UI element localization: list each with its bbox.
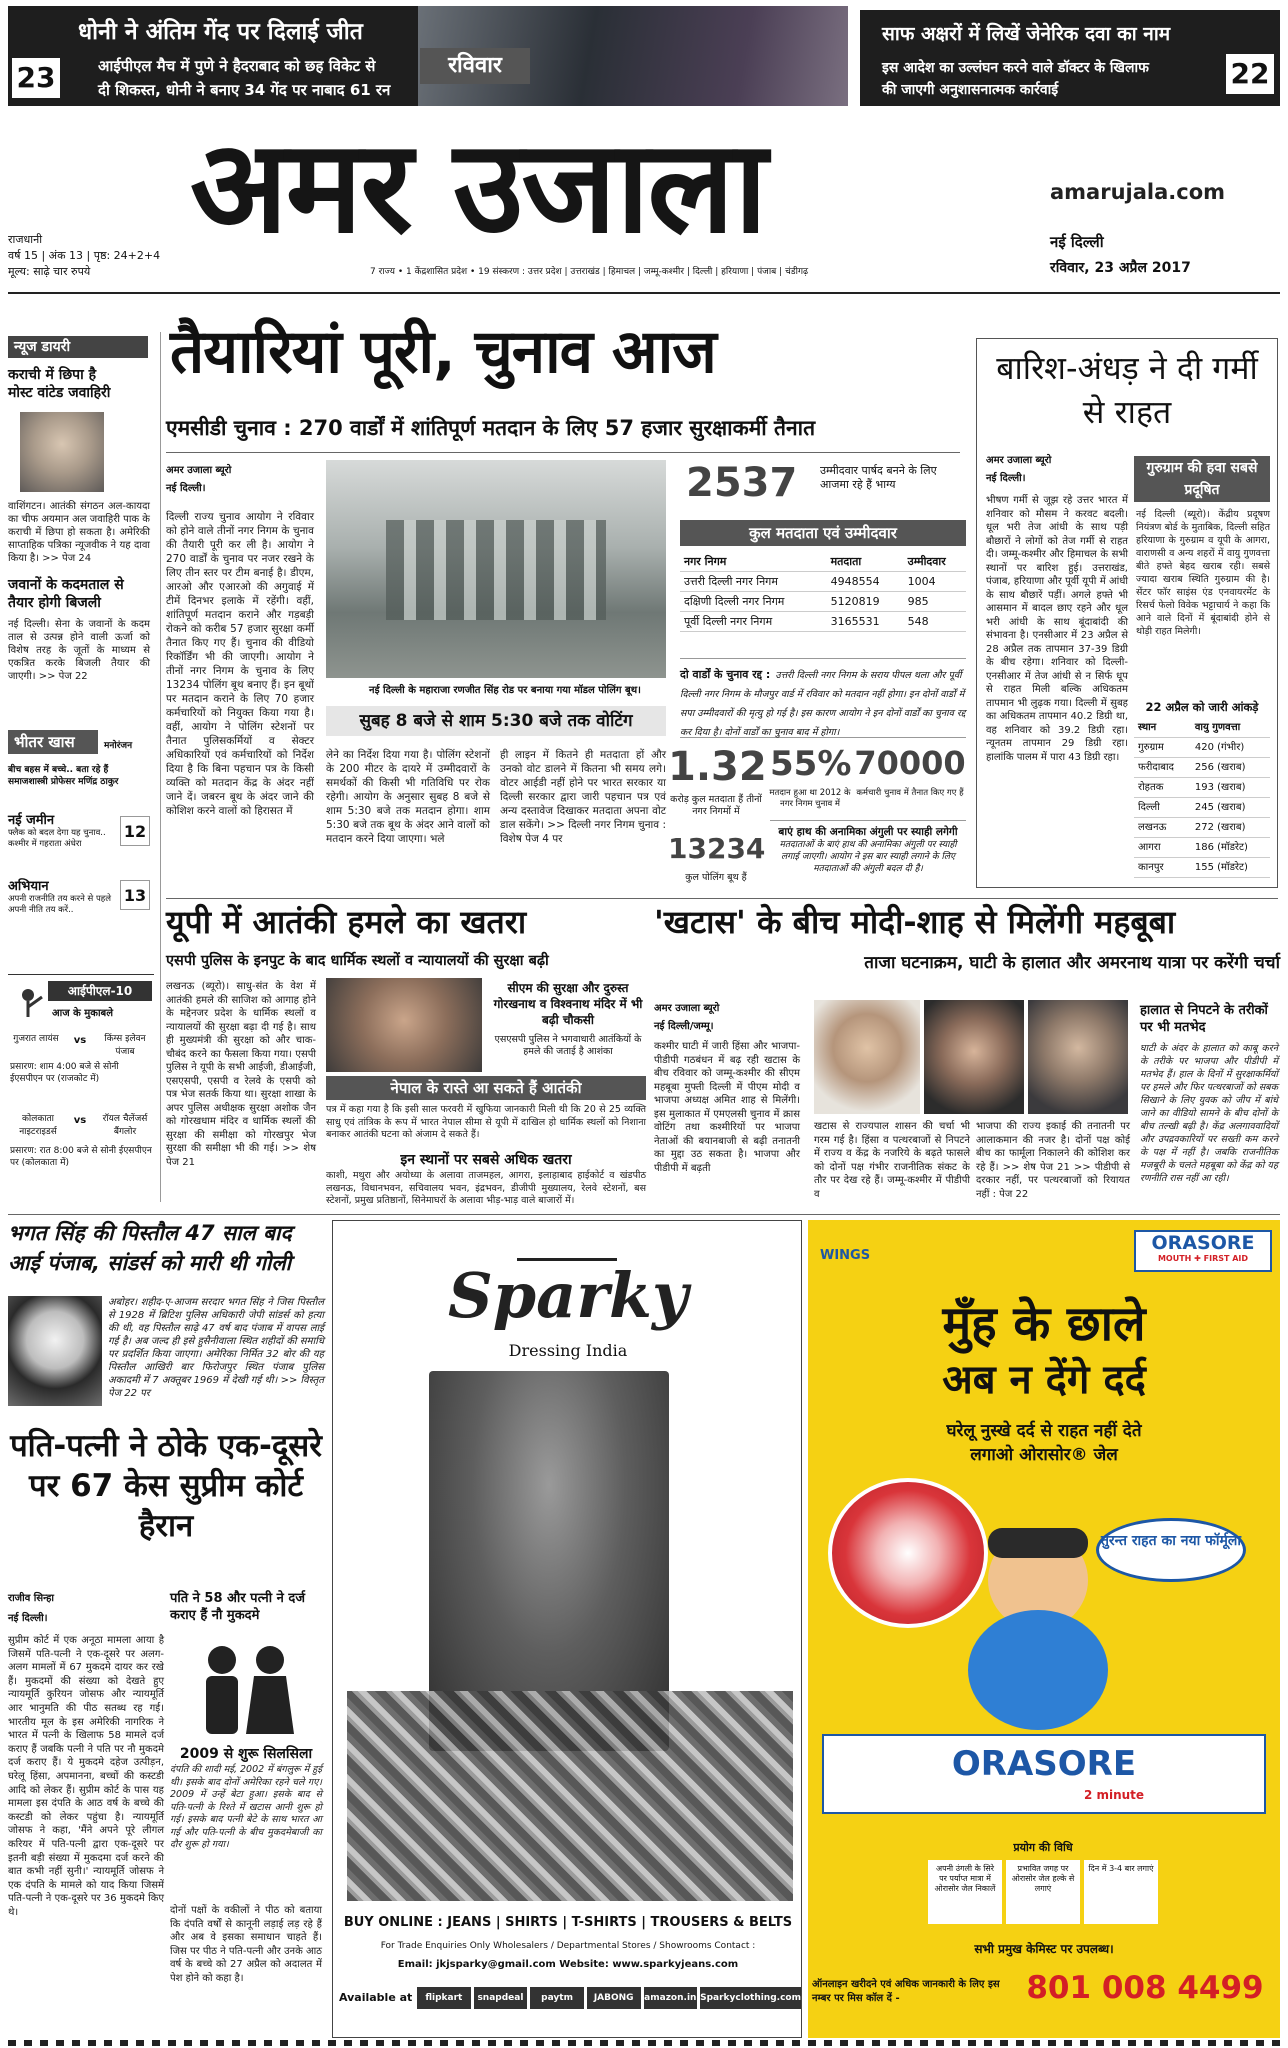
table-cell: रोहतक [1138, 782, 1164, 793]
sparky-ad[interactable] [332, 1220, 802, 2038]
orasore-headline-2: अब न देंगे दर्द [942, 1357, 1146, 1403]
stat-pct: 55% [770, 744, 852, 784]
phone-number[interactable]: 801 008 4499 [1026, 1970, 1264, 2006]
match1-time: प्रसारण: शाम 4:00 बजे से सोनी ईएसपीएन पर (राजकोट में) [10, 1062, 119, 1084]
table-cell: आगरा [1138, 842, 1161, 853]
masthead-edition: राजधानी [8, 233, 43, 246]
ink-head: बाएं हाथ की अनामिका अंगुली पर स्याही लगेगी [778, 826, 958, 838]
couple-text-2: दोनों पक्षों के वकीलों ने पीठ को बताया कि दंपति वर्षों से कानूनी लड़ाई लड़ रहे हैं और अब वे इसका समाधान चाहते हैं। जिस पर पीठ ने पति-पत्नी और उनके आठ वर्ष के बच्चे को 27 अप्रैल को अदालत में पेश होने को कहा है। [170, 1905, 322, 1984]
cm-security-text: एसएसपी पुलिस ने भगवाधारी आतंकियों के हमले की जताई है आशंका [494, 1034, 642, 1057]
sparky-tagline: Dressing India [508, 1341, 628, 1360]
table-row [1134, 738, 1270, 758]
sparky-shirts-photo [347, 1691, 793, 1901]
promo-right-sub-2: की जाएगी अनुशासनात्मक कार्रवाई [882, 82, 1059, 98]
kashmir-subheadline: ताजा घटनाक्रम, घाटी के हालात और अमरनाथ यात्रा पर करेंगी चर्चा [864, 953, 1280, 973]
table-row [1134, 718, 1270, 738]
promo-right-headline: साफ अक्षरों में लिखें जेनेरिक दवा का नाम [882, 23, 1171, 45]
sparky-contact[interactable]: Email: jkjsparky@gmail.com Website: www.sparkyjeans.com [397, 1959, 739, 1970]
bhagat-photo [8, 1296, 102, 1406]
masthead-volume: वर्ष 15 | अंक 13 | पृष्ठ: 24+2+4 [8, 249, 161, 262]
store-logo[interactable]: JABONG [587, 1987, 641, 2009]
table-row [680, 572, 966, 592]
kashmir-dateline: नई दिल्ली/जम्मू। [654, 1021, 714, 1032]
store-logo[interactable]: Sparkyclothing.com [700, 1987, 801, 2009]
couple-text: सुप्रीम कोर्ट में एक अनूठा मामला आया है जिसमें पति-पत्नी ने एक-दूसरे पर अलग-अलग मामलों में 67 मुकदमे दायर कर रखे हैं। मुकदमों की संख्या को देखते हुए न्यायमूर्ति कुरियन जोसफ और न्यायमूर्ति आर भानुमति की पीठ सतब्ध रह गई। भारतीय मूल के इस अमेरिकी नागरिक ने भारत में पत्नी के खिलाफ 58 मामले दर्ज कराए हैं जबकि पत्नी ने पति पर नौ मुकदमे दर्ज कराए हैं। ये मुकदमे दहेज उत्पीड़न, घरेलू हिंसा, अपमानना, बच्चों की कस्टडी आदि को लेकर हैं। सुप्रीम कोर्ट के पास यह मामला इस दंपति के आठ वर्ष के बच्चे की कस्टडी को लेकर पहुंचा है। न्यायमूर्ति जोसफ ने कहा, 'मैंने अपने पूरे लीगल करियर में पति-पत्नी द्वारा एक-दूसरे पर इतनी बड़ी संख्या में मुकदमा दर्ज करने की बात कभी नहीं सुनी।' न्यायमूर्ति जोसफ ने एक दंपति के मामले को याद किया जिसमें पति-पत्नी ने एक-दूसरे पर 36 मुकदमे किए थे। [8, 1635, 164, 1918]
table-row [1134, 838, 1270, 858]
promo-tag-sunday: रविवार [420, 48, 530, 84]
table-cell: 5120819 [830, 595, 880, 608]
weather-dateline: नई दिल्ली। [986, 473, 1026, 484]
cm-security-head: सीएम की सुरक्षा और दुरुस्त गोरखनाथ व विश्वनाथ मंदिर में भी बढ़ी चौकसी [493, 981, 643, 1027]
cancelled-note-head: दो वार्डों के चुनाव रद्द : [680, 668, 771, 681]
kashmir-photo-3 [1028, 1000, 1128, 1114]
ipl-sub: आज के मुकाबले [52, 1008, 114, 1019]
masthead-site[interactable]: amarujala.com [1050, 180, 1226, 204]
new-ground-text: फ्लैक को बदल देगा यह चुनाव.. कश्मीर में गहराता अंधेरा [8, 828, 106, 849]
lead-subheadline: एमसीडी चुनाव : 270 वार्डों में शांतिपूर्ण मतदान के लिए 57 हजार सुरक्षाकर्मी तैनात [166, 416, 816, 440]
couple-headline: पति-पत्नी ने ठोके एक-दूसरे पर 67 केस सुप्रीम कोर्ट हैरान [10, 1428, 322, 1544]
print-registration-marks [8, 2040, 1280, 2046]
couple-byline: राजीव सिन्हा [8, 1593, 54, 1604]
stat-pct-text: मतदान हुआ था 2012 के नगर निगम चुनाव में [769, 788, 851, 809]
voters-table-title: कुल मतदाता एवं उम्मीदवार [680, 520, 966, 546]
bhagat-text: अबोहर। शहीद-ए-आजम सरदार भगत सिंह ने जिस पिस्तौल से 1928 में ब्रिटिश पुलिस अधिकारी जेपी सांडर्स को हत्या की थी, वह पिस्तौल साढ़े 47 वर्ष बाद पंजाब में वापस लाई गई है। अब जल्द ही इसे हुसैनीवाला स्थित शहीदों की समाधि पर प्रदर्शित किया जाएगा। अमेरिका निर्मित 32 बोर की यह पिस्तौल आखिरी बार फिरोजपुर स्थित पंजाब पुलिस अकादमी में 7 अक्तूबर 1969 में देखी गई थी। >> विस्तृत पेज 22 पर [108, 1297, 324, 1399]
stat-voters: 1.32 [668, 744, 767, 790]
campaign-text: अपनी राजनीति तय करने से पहले अपनी नीति तय करें.. [8, 894, 112, 915]
table-cell: गुरुग्राम [1138, 742, 1164, 753]
weather-headline: बारिश-अंधड़ ने दी गर्मी से राहत [996, 349, 1258, 431]
stat-booths: 13234 [668, 832, 766, 865]
stat-voters-text: करोड़ कुल मतदाता हैं तीनों नगर निगमों में [670, 794, 762, 817]
ipl-box[interactable] [8, 974, 154, 1192]
table-cell: 193 (खराब) [1194, 782, 1246, 793]
pollution-box-text: नई दिल्ली (ब्यूरो)। केंद्रीय प्रदूषण नियंत्रण बोर्ड के मुताबिक, दिल्ली सहित हरियाणा के गुरुग्राम व यूपी के आगरा, वाराणसी व अन्य शहरों में वायु गुणवत्ता बीते हफ्ते बेहद खराब रही। सबसे ज्यादा खराब स्थिति गुरुग्राम की है। सेंटर फॉर साइंस एंड एनवायरमेंट के रिसर्च फेलो विवेक भट्टाचार्य ने कहा कि आने वाले दिनों में बूंदाबांदी होने से थोड़ी राहत मिलेगी। [1136, 509, 1270, 637]
kashmir-text-col1: कश्मीर घाटी में जारी हिंसा और भाजपा-पीडीपी गठबंधन में बढ़ रही खटास के बीच रविवार को जम्मू-कश्मीर की सीएम महबूबा मुफ्ती दिल्ली में पीएम मोदी व भाजपा अध्यक्ष अमित शाह से मिलेंगी। इस मुलाकात में एमएलसी चुनाव में क्रास वोटिंग तथा कश्मीरियों पर भाजपा नेताओं की बयानबाजी से बढ़ी तनातनी का मुद्दा उठ सकता है। भाजपा और पीडीपी में बढ़ती [654, 1041, 800, 1174]
promo-sub-2: दी शिकस्त, धोनी ने बनाए 34 गेंद पर नाबाद 61 रन [98, 81, 391, 99]
kashmir-photo-2 [924, 1000, 1024, 1114]
table-row [1134, 858, 1270, 878]
cricket-icon [12, 985, 44, 1025]
new-ground-page: 12 [120, 816, 150, 846]
orasore-pack-brand: ORASORE [951, 1744, 1137, 1784]
ipl-label: आईपीएल-10 [48, 981, 152, 1001]
table-row [1134, 758, 1270, 778]
orasore-sub-1: घरेलू नुस्खे दर्द से राहत नहीं देते [946, 1421, 1142, 1441]
promo-right-sub-1: इस आदेश का उल्लंघन करने वाले डॉक्टर के खिलाफ [882, 60, 1149, 76]
match2-team-b: रॉयल चैलेंजर्स बैंगलोर [102, 1114, 148, 1137]
table-cell: 155 (मॉडरेट) [1194, 862, 1248, 873]
masthead-title: अमर उजाला [190, 112, 766, 262]
table-cell: वायु गुणवत्ता [1194, 722, 1241, 733]
lead-text-col2: लेने का निर्देश दिया गया है। पोलिंग स्टेशनों के 200 मीटर के दायरे में उम्मीदवारों के समर्थकों की किसी भी गतिविधि पर रोक रहेगी। आयोग के अनुसार सुबह 8 बजे से शाम 5:30 बजे तक मतदान होगा। शाम 5:30 बजे तक बूथ के अंदर आने वालों को मतदान करने दिया जाएगा। भले [326, 749, 490, 845]
orasore-bubble: तुरन्त राहत का नया फॉर्मूला [1096, 1518, 1246, 1582]
pollution-box-title: गुरुग्राम की हवा सबसे प्रदूषित [1134, 456, 1270, 502]
sparky-enquiry: For Trade Enquiries Only Wholesalers / Departmental Stores / Showrooms Contact : [380, 1941, 756, 1951]
match1-vs: vs [73, 1035, 87, 1046]
table-cell: कानपुर [1138, 862, 1164, 873]
promo-right-page-number: 22 [1226, 54, 1274, 94]
store-logo[interactable]: snapdeal [474, 1987, 528, 2009]
kashmir-side-text: घाटी के अंदर के हालात को काबू करने के तरीके पर भाजपा और पीडीपी में मतभेद हैं। हाल के दिनों में सुरक्षाकर्मियों पर हमले और फिर पत्थरबाजों को सबक सिखाने के लिए युवक को जीप में बांधे जाने का वीडियो सामने के बीच दोनों के बीच तल्खी बढ़ी है। केंद्र अलगाववादियों और उपद्रवकारियों पर सख्ती कम करने के पक्ष में नहीं है। जबकि राजनीतिक मजबूरी के चलते महबूबा को केंद्र को यह रणनीति रास नहीं आ रही। [1140, 1043, 1278, 1184]
up-headline: यूपी में आतंकी हमले का खतरा [166, 903, 527, 941]
table-cell: मतदाता [830, 555, 862, 568]
table-cell: 985 [907, 595, 929, 608]
table-cell: उत्तरी दिल्ली नगर निगम [684, 575, 778, 588]
kashmir-byline: अमर उजाला ब्यूरो [654, 1003, 720, 1014]
table-cell: 256 (खराब) [1194, 762, 1246, 773]
entertainment-label: मनोरंजन [104, 741, 133, 751]
orasore-sub-2: लगाओ ओरासोर® जेल [970, 1445, 1118, 1465]
weather-byline: अमर उजाला ब्यूरो [986, 455, 1052, 466]
match2-team-a: कोलकाता नाइटराइडर्स [19, 1114, 57, 1137]
orasore-headline-1: मुँह के छाले [942, 1296, 1146, 1352]
store-logo[interactable]: paytm [530, 1987, 584, 2009]
table-cell: 3165531 [830, 615, 880, 628]
lead-photo-caption: नई दिल्ली के महाराजा रणजीत सिंह रोड पर बनाया गया मॉडल पोलिंग बूथ। [369, 685, 641, 696]
timing-banner: सुबह 8 बजे से शाम 5:30 बजे तक वोटिंग [326, 706, 666, 736]
masthead-editions-line: 7 राज्य • 1 केंद्रशासित प्रदेश • 19 संस्करण : उत्तर प्रदेश | उत्तराखंड | हिमाचल | जम्मू-कश्मीर | दिल्ली | हरियाणा | पंजाब | चंडीगढ़ [370, 267, 809, 277]
stat-booths-text: कुल पोलिंग बूथ हैं [685, 872, 747, 883]
up-subheadline: एसपी पुलिस के इनपुट के बाद धार्मिक स्थलों व न्यायालयों की सुरक्षा बढ़ी [166, 953, 549, 969]
sparky-brand: Sparky [448, 1259, 688, 1332]
lead-byline: अमर उजाला ब्यूरो [166, 465, 232, 476]
kashmir-side-head: हालात से निपटने के तरीकों पर भी मतभेद [1140, 1003, 1268, 1035]
table-cell: 420 (गंभीर) [1194, 742, 1245, 753]
table-cell: नगर निगम [684, 555, 727, 568]
since-2009-head: 2009 से शुरू सिलसिला [179, 1746, 313, 1762]
campaign-label: अभियान [8, 879, 49, 894]
orasore-pack-time: 2 minute [1083, 1788, 1145, 1802]
cancelled-note-text: उत्तरी दिल्ली नगर निगम के सराय पीपल थला और पूर्वी दिल्ली नगर निगम के मौजपुर वार्ड में रविवार को मतदान नहीं होगा। इन दोनों वार्डों में सपा उम्मीदवारों की मृत्यु हो गई है। इस कारण आयोग ने इन दोनों वार्डों का चुनाव रद्द कर दिया है। दोनों वार्डों का चुनाव बाद में होगा। [680, 670, 966, 738]
store-logo[interactable]: amazon.in [644, 1987, 698, 2009]
ink-box [770, 820, 966, 890]
nepal-text: पत्र में कहा गया है कि इसी साल फरवरी में खुफिया जानकारी मिली थी कि 20 से 25 व्यक्ति साधु एवं तांत्रिक के रूप में भारत नेपाल सीमा से यूपी में दाखिल हो धार्मिक स्थलों को निशाना बनाकर आतंकी घटना को अंजाम दे सकते हैं। [326, 1104, 646, 1140]
orasore-mascot [958, 1520, 1118, 1730]
cancelled-note [680, 658, 966, 738]
phone-text: ऑनलाइन खरीदने एवं अधिक जानकारी के लिए इस नम्बर पर मिस कॉल दें - [812, 1979, 1000, 2004]
masthead-price: मूल्य: साढ़े चार रुपये [8, 265, 91, 278]
table-row [680, 592, 966, 612]
new-ground-label: नई जमीन [8, 813, 55, 828]
stat-staff: 70000 [854, 744, 966, 782]
ink-text: मतदाताओं के बाएं हाथ की अनामिका अंगुली पर स्याही लगाई जाएगी। आयोग ने इस बार स्याही लगाने के लिए मतदाताओं की अंगुली बदल दी है। [779, 840, 957, 874]
aqi-table [1134, 718, 1270, 878]
kashmir-text-col2: खटास से राज्यपाल शासन की चर्चा भी गरम गई है। हिंसा व पत्थरबाजों से निपटने में राज्य व केंद्र के नजरिये के बढ़ते फासले को दोनों पक्ष गंभीर राजनीतिक संकट के तौर पर देख रहे हैं। जम्मू-कश्मीर में पीडीपी व [814, 1121, 970, 1200]
table-row [1134, 798, 1270, 818]
diary-headline: कराची में छिपा है मोस्ट वांटेड जवाहिरी [8, 367, 111, 401]
masthead-date: रविवार, 23 अप्रैल 2017 [1050, 260, 1191, 276]
nepal-head: नेपाल के रास्ते आ सकते हैं आतंकी [326, 1076, 646, 1100]
table-cell: पूर्वी दिल्ली नगर निगम [684, 615, 773, 628]
couple-box-head: पति ने 58 और पत्नी ने दर्ज कराए हैं नौ मुकदमे [170, 1591, 305, 1623]
table-row [1134, 778, 1270, 798]
couple-silhouette [176, 1638, 316, 1738]
match2-vs: vs [73, 1115, 87, 1126]
orasore-logo-sub: MOUTH ✚ FIRST AID [1157, 1254, 1249, 1263]
inside-label: भीतर खास [8, 730, 98, 754]
voters-table [680, 520, 966, 646]
jawan-text: नई दिल्ली। सेना के जवानों के कदम ताल से उत्पन्न होने वाली ऊर्जा को विशेष तरह के जूतों के माध्यम से एकत्रित करके बिजली तैयार की जाएगी। >> पेज 22 [8, 619, 150, 682]
table-cell: दक्षिणी दिल्ली नगर निगम [684, 595, 785, 608]
weather-text: भीषण गर्मी से जूझ रहे उत्तर भारत में शनिवार को मौसम ने करवट बदली। धूल भरी तेज आंधी के साथ पड़ी बौछारों ने लोगों को तेज गर्मी से राहत दी। जम्मू-कश्मीर और हिमाचल के सभी स्थानों पर बारिश हुई। उत्तराखंड, पंजाब, हरियाणा और पूर्वी यूपी में आंधी के साथ बौछारें पड़ीं। अगले हफ्ते भी आसमान में बादल छाए रहने और धूल भरी आंधी के साथ बूंदाबांदी की संभावना है। एनसीआर में 23 अप्रैल से 28 अप्रैल तक तापमान 37-39 डिग्री के बीच रहेगा। शनिवार को दिल्ली-एनसीआर में तेज आंधी से न सिर्फ धूप से राहत मिली बल्कि अधिकतम तापमान भी लुढ़क गया। दिल्ली में सुबह का अधिकतम तापमान 40.2 डिग्री था, वह शनिवार को 39.2 डिग्री रहा। न्यूनतम तापमान 29 डिग्री रहा। हालांकि पालम में पारा 43 डिग्री रहा। [986, 495, 1128, 763]
jawan-headline: जवानों के कदमताल से तैयार होगी बिजली [8, 577, 124, 611]
table-cell: दिल्ली [1138, 802, 1160, 813]
sparky-buy-line: BUY ONLINE : JEANS | SHIRTS | T-SHIRTS | TROUSERS & BELTS [343, 1915, 793, 1930]
table-cell: लखनऊ [1138, 822, 1167, 833]
diary-photo [20, 412, 104, 492]
aqi-title: 22 अप्रैल को जारी आंकड़े [1145, 700, 1259, 714]
top-promo-right[interactable] [860, 10, 1280, 106]
places-head: इन स्थानों पर सबसे अधिक खतरा [400, 1152, 572, 1168]
table-cell: फरीदाबाद [1138, 762, 1174, 773]
kashmir-headline: 'खटास' के बीच मोदी-शाह से मिलेंगी महबूबा [654, 903, 1176, 941]
bhagat-headline: भगत सिंह की पिस्तौल 47 साल बाद आई पंजाब, सांडर्स को मारी थी गोली [8, 1221, 292, 1275]
promo-sub-1: आईपीएल मैच में पुणे ने हैदराबाद को छह विकेट से [98, 57, 376, 75]
news-diary-label: न्यूज डायरी [8, 336, 148, 358]
inside-special[interactable] [8, 730, 154, 970]
usage-steps [928, 1860, 1158, 1924]
sparky-stores [417, 1987, 801, 2009]
lead-headline: तैयारियां पूरी, चुनाव आज [170, 317, 716, 387]
table-cell: 245 (खराब) [1194, 802, 1246, 813]
orasore-logo-text: ORASORE [1151, 1232, 1255, 1254]
kashmir-text-col3: भाजपा की राज्य इकाई की तनातनी पर आलाकमान की नजर है। दोनों पक्ष कोई बीच का फार्मूला निकालने की कोशिश कर रहे हैं। >> शेष पेज 21 >> पीडीपी से दरकार नहीं, पर पत्थरबाजों को रियायत नहीं : पेज 22 [976, 1121, 1130, 1200]
table-row [680, 552, 966, 572]
masthead-city: नई दिल्ली [1050, 233, 1104, 251]
lead-text-col3: ही लाइन में कितने ही मतदाता हों और उनको वोट डालने में कितना भी समय लगे। वोटर आईडी नहीं होने पर भारत सरकार या दिल्ली सरकार द्वारा जारी पहचान पत्र एवं अन्य दस्तावेज दिखाकर मतदाता अपना वोट डाल सकेंगे। >> दिल्ली नगर निगम चुनाव : विशेष पेज 4 पर [500, 749, 666, 845]
orasore-ad[interactable] [808, 1220, 1280, 2038]
lead-dateline: नई दिल्ली। [166, 483, 206, 494]
table-cell: 548 [907, 615, 929, 628]
up-photo [326, 978, 482, 1072]
usage-title: प्रयोग की विधि [1013, 1841, 1073, 1854]
news-diary [8, 332, 154, 732]
store-logo[interactable]: flipkart [417, 1987, 471, 2009]
table-cell: 1004 [907, 575, 936, 588]
table-cell: स्थान [1138, 722, 1157, 733]
orasore-logo [1134, 1230, 1272, 1272]
table-row [680, 612, 966, 632]
voters-table-grid [680, 552, 966, 632]
match1-team-b: किंग्स इलेवन पंजाब [104, 1034, 146, 1057]
table-row [1134, 818, 1270, 838]
stat-candidates: 2537 [686, 460, 798, 506]
table-cell: 186 (मॉडरेट) [1194, 842, 1248, 853]
match1-team-a: गुजरात लायंस [13, 1034, 59, 1044]
sparky-available-label: Available at [339, 1991, 413, 2004]
usage-step: प्रभावित जगह पर ओरासोर जेल हल्के से लगाएं [1006, 1860, 1080, 1924]
entertainment-text: बीच बहस में बच्चे.. बता रहे हैं समाजशास्त्री प्रोफेसर मणिंद्र ठाकुर [8, 765, 119, 787]
table-cell: उम्मीदवार [907, 555, 946, 568]
stat-staff-text: कर्मचारी चुनाव में तैनात किए गए हैं [856, 788, 964, 798]
usage-step: अपनी उंगली के सिरे पर पर्याप्त मात्रा में ओरासोर जेल निकालें [928, 1860, 1002, 1924]
wings-logo: WINGS [820, 1248, 871, 1263]
kashmir-photo-1 [814, 1000, 920, 1114]
top-promo-left[interactable] [8, 6, 848, 106]
table-cell: 4948554 [830, 575, 880, 588]
usage-step: दिन में 3-4 बार लगाएं [1084, 1860, 1158, 1924]
lead-photo [326, 460, 666, 678]
up-text: लखनऊ (ब्यूरो)। साधु-संत के वेश में आतंकी हमले की साजिश को आगाह होने के मद्देनजर प्रदेश के धार्मिक स्थलों व न्यायालयों की सुरक्षा बढ़ा दी गई है। साथ ही मुख्यमंत्री की सुरक्षा को और चाक-चौबंद करने का फैसला किया गया। एसपी पुलिस ने यूपी के सभी आईजी, डीआईजी, एसएसपी, एसपी व रेलवे के एसपी को पत्र भेज सतर्क किया था। सुरक्षा शाखा के अपर पुलिस अधीक्षक सुरक्षा अशोक जैन को गोरखधाम मंदिर व धार्मिक स्थलों की सुरक्षा की समीक्षा को गोरखपुर भेज सुरक्षा की समीक्षा भी की गई। >> शेष पेज 21 [166, 981, 316, 1168]
promo-page-number: 23 [12, 58, 60, 98]
places-text: काशी, मथुरा और अयोध्या के अलावा ताजमहल, आगरा, इलाहाबाद हाईकोर्ट व खंडपीठ लखनऊ, विधानभवन, सचिवालय भवन, इंद्रभवन, डीजीपी मुख्यालय, रेलवे स्टेशनों, बस स्टेशनों, प्रमुख प्रतिष्ठानों, सिनेमाघरों के अलावा भीड़-भाड़ वाले बाजारों में। [326, 1170, 646, 1206]
orasore-pack [822, 1734, 1266, 1814]
diary-text: वाशिंगटन। आतंकी संगठन अल-कायदा का चीफ अयमान अल जवाहिरी पाक के कराची में छिपा हो सकता है। अमेरिकी साप्ताहिक पत्रिका न्यूजवीक ने यह दावा किया है। >> पेज 24 [8, 501, 150, 564]
campaign-page: 13 [120, 880, 150, 910]
stat-candidates-text: उम्मीदवार पार्षद बनने के लिए आजमा रहे हैं भाग्य [820, 464, 937, 491]
table-cell: 272 (खराब) [1194, 822, 1246, 833]
promo-headline: धोनी ने अंतिम गेंद पर दिलाई जीत [78, 19, 363, 45]
lead-text-col1: दिल्ली राज्य चुनाव आयोग ने रविवार को होने वाले तीनों नगर निगम के चुनाव की तैयारी पूरी कर ली है। आयोग ने 270 वार्डों के चुनाव पर नजर रखने के लिए तीन स्तर पर टीम बनाई है। डीएम, आरओ और एआरओ की अगुवाई में टीमें दिनभर इलाके में रहेंगी। वहीं, शांतिपूर्ण मतदान कराने और गड़बड़ी रोकने को करीब 57 हजार सुरक्षा कर्मी तैनात किए गए हैं। चुनाव की वीडियो रिकॉर्डिंग भी की जाएगी। आयोग ने तीनों नगर निगम के चुनाव के लिए 13234 पोलिंग बूथ बनाए हैं। इन बूथों पर मतदान कराने के लिए 70 हजार कर्मचारियों को नियुक्त किया गया है। वहीं, आयोग ने पोलिंग स्टेशनों पर तैनात पुलिसकर्मियों व सेक्टर अधिकारियों एवं कर्मचारियों को निर्देश दिया है कि बिना पहचान पत्र के किसी व्यक्ति को मतदान केंद्र के अंदर नहीं जाने दें। जबरन बूथ के अंदर जाने की कोशिश करने वालों को हिरासत में [166, 511, 314, 817]
stockists: सभी प्रमुख केमिस्ट पर उपलब्ध। [974, 1942, 1114, 1956]
match2-time: प्रसारण: रात 8:00 बजे से सोनी ईएसपीएन पर (कोलकाता में) [10, 1146, 152, 1168]
couple-dateline: नई दिल्ली। [8, 1613, 48, 1624]
since-2009-text: दंपति की शादी मई, 2002 में बंगलुरू में हुई थी। इसके बाद दोनों अमेरिका रहने चले गए। 2009 में उन्हें बेटा हुआ। इसके बाद से पति-पत्नी के रिश्ते में खटास आनी शुरू हो गई। इसके बाद पत्नी बेटे के साथ भारत आ गई और पति-पत्नी के बीच मुकदमेबाजी का दौर शुरू हो गया। [170, 1764, 322, 1850]
